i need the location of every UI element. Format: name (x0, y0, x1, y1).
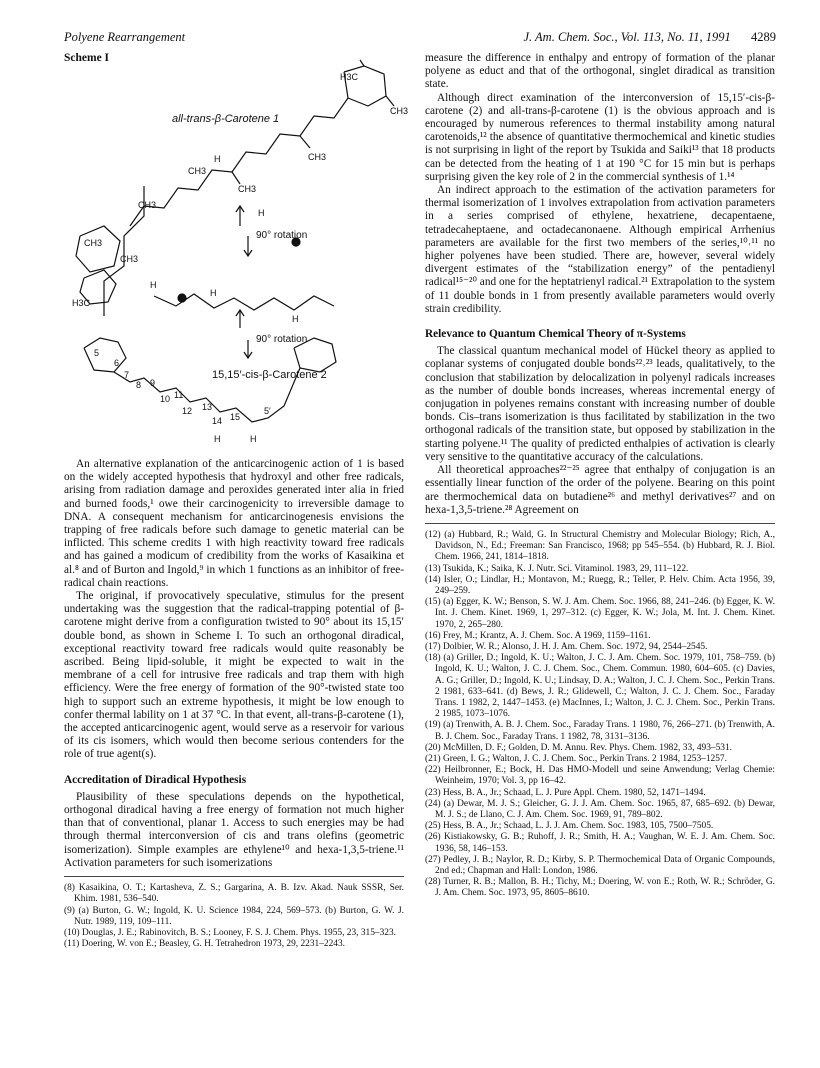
reference: (9) (a) Burton, G. W.; Ingold, K. U. Science 1984, 224, 569–573. (b) Burton, G. W. J. Nutr. 1989, 119, 109–111. (64, 905, 404, 927)
methyl-bond (386, 96, 394, 106)
atom-label: H (258, 208, 265, 218)
atom-label: CH3 (138, 200, 157, 210)
atom-label: CH3 (390, 106, 409, 116)
paragraph: An alternative explanation of the anticarcinogenic action of 1 is based on the widely accepted hypothesis that hydroxyl and other free radicals, arising from radiation damage and peroxides generated inter alia in fried and burned foods,¹ owe their carcinogenicity to irreversible damage to DNA. A consequent mechanism for anticarcinogenesis envisions the trapping of free radicals before such damage to genetic material can be inflicted. This scheme credits 1 with high reactivity toward free radicals and has gained a modicum of credibility from the works of Kasaikina et al.⁸ and of Burton and Ingold,⁹ in which 1 functions as an inhibitor of free-radical chain reactions. (64, 458, 404, 589)
radical-lobe (178, 294, 186, 302)
locant: 5 (94, 348, 100, 358)
reference: (25) Hess, B. A., Jr.; Schaad, L. J. J. Am. Chem. Soc. 1983, 105, 7500–7505. (425, 821, 714, 832)
paragraph: measure the difference in enthalpy and entropy of formation of the planar polyene as educt and that of the orthogonal, singlet diradical as transition state. (425, 52, 775, 91)
atom-label: H (292, 314, 299, 324)
locant: 9 (150, 378, 156, 388)
scheme-diagram (64, 66, 409, 446)
ring-left (76, 226, 120, 272)
reference: (12) (a) Hubbard, R.; Wald, G. In Structural Chemistry and Molecular Biology; Rich, A., Davidson, N., Ed.; Freeman: San Francisco, 1968; pp 545–554. (b) Hubbard, R. J. Biol. Chem. 1966, 241, 1814–1818. (425, 529, 775, 563)
scheme-title: Scheme I (64, 52, 110, 64)
paragraph: All theoretical approaches²²⁻²⁵ agree that enthalpy of conjugation is an essentially linear function of the order of the polyene. Bearing on this point are thermochemical data on butadiene²⁶ and methyl derivatives²⁷ and on hexa-1,3,5-triene.²⁸ Agreement on (425, 464, 775, 516)
citation-text: J. Am. Chem. Soc., Vol. 113, No. 11, 1991 (523, 30, 731, 44)
locant: 7 (124, 370, 130, 380)
bond (360, 60, 364, 66)
locant: 8 (136, 380, 142, 390)
paragraph: Plausibility of these speculations depends on the hypothetical, orthogonal diradical having a free energy of formation not much higher than that of conventional, planar 1. Access to such energies may be had through thermal interconversion of cis and trans olefins (geometric isomerization). Simple examples are ethylene¹⁰ and hexa-1,3,5-triene.¹¹ Activation parameters for such isomerizations (64, 790, 404, 869)
label-cis: 15,15′-cis-β-Carotene 2 (212, 369, 327, 381)
locant: 6 (114, 358, 120, 368)
reference: (20) McMillen, D. F.; Golden, D. M. Annu. Rev. Phys. Chem. 1982, 33, 493–531. (425, 742, 732, 753)
ring-bottom-left (84, 338, 126, 372)
reference: (28) Turner, R. B.; Mallon, B. H.; Tichy, M.; Doering, W. von E.; Roth, W. R.; Schröder, G. J. Am. Chem. Soc. 1973, 95, 8605–8610. (425, 877, 775, 899)
reference: (26) Kistiakowsky, G. B.; Ruhoff, J. R.; Smith, H. A.; Vaughan, W. E. J. Am. Chem. Soc. 1936, 58, 146–153. (425, 832, 775, 854)
locant: 11 (174, 390, 184, 400)
right-column (425, 52, 775, 900)
running-title: Polyene Rearrangement (64, 30, 186, 44)
atom-label: H (250, 434, 257, 444)
atom-label: CH3 (308, 152, 327, 162)
reference: (27) Pedley, J. B.; Naylor, R. D.; Kirby, S. P. Thermochemical Data of Organic Compounds, 2nd ed.; Chapman and Hall: London, 1986. (425, 854, 775, 876)
reference: (18) (a) Griller, D.; Ingold, K. U.; Walton, J. C. J. Am. Chem. Soc. 1979, 101, 758–759. (b) Ingold, K. U.; Walton, J. C. J. Chem. Soc., Chem. Commun. 1980, 604–605. (c) Davies, A. G.; Griller, D.; Ingold, K. U.; Lindsay, D. A.; Walton, J. C. J. Chem. Soc., Perkin Trans. 2 1981, 633–641. (d) Bews, J. R.; Glidewell, C.; Walton, J. C. J. Chem. Soc., Faraday Trans. 1 1982, 2, 1447–1453. (e) MacInnes, I.; Walton, J. C. J. Chem. Soc., Perkin Trans. 2 1985, 1073–1076. (425, 653, 776, 720)
paragraph: The classical quantum mechanical model of Hückel theory as applied to coplanar systems of conjugated double bonds²²˒²³ leads, qualitatively, to the conclusion that stabilization by delocalization in polyenyl radicals increases as the number of double bonds increases, whereas incremental energy of conjugation in polyenes remains constant with increasing number of double bonds. Cis–trans isomerization is thus facilitated by stabilization in the two orthogonal radicals of the transition state, but opposed by stabilization in the starting polyene.¹¹ The quality of predicted enthalpies of activation is clearly very sensitive to the quantitative accuracy of the calculations. (425, 345, 775, 463)
atom-label: CH3 (84, 238, 103, 248)
journal-citation (523, 30, 776, 45)
locant: 12 (182, 406, 193, 416)
atom-label: CH3 (120, 254, 139, 264)
locant: 10 (160, 394, 171, 404)
footnote-rule (64, 876, 404, 877)
methyl-bond (300, 136, 310, 148)
footnote-rule (425, 523, 775, 524)
page-number: 4289 (751, 30, 776, 44)
reference-list (425, 530, 775, 900)
section-heading: Relevance to Quantum Chemical Theory of π-Systems (425, 328, 686, 341)
atom-label: H (150, 280, 157, 290)
reference: (22) Heilbronner, E.; Bock, H. Das HMO-Modell und seine Anwendung; Verlag Chemie: Weinheim, 1970; Vol. 3, pp 16–42. (425, 765, 775, 787)
reference: (11) Doering, W. von E.; Beasley, G. H. Tetrahedron 1973, 29, 2231–2243. (64, 939, 345, 950)
reference: (19) (a) Trenwith, A. B. J. Chem. Soc., Faraday Trans. 1 1980, 76, 266–271. (b) Trenwith, A. B. J. Chem. Soc., Faraday Trans. 1 1982, 78, 3131–3136. (425, 720, 775, 742)
reference: (8) Kasaikina, O. T.; Kartasheva, Z. S.; Gargarina, A. B. Izv. Akad. Nauk SSSR, Ser. Khim. 1981, 536–540. (64, 883, 404, 905)
atom-label: H3C (340, 72, 359, 82)
locant: 15 (230, 412, 241, 422)
atom-label: H (214, 434, 221, 444)
reference: (16) Frey, M.; Krantz, A. J. Chem. Soc. A 1969, 1159–1161. (425, 630, 651, 641)
reference: (10) Douglas, J. E.; Rabinovitch, B. S.; Looney, F. S. J. Chem. Phys. 1955, 23, 315–323. (64, 927, 396, 938)
paragraph: Although direct examination of the interconversion of 15,15′-cis-β-carotene (2) and all-trans-β-carotene (1) is the obvious approach and is encouraged by numerous references to thermal instability among natural carotenoids,¹² the absence of quantitative thermochemical and kinetic studies is not surprising in light of the report by Tsukida and Saiki¹³ that 18 products can be detected from the heating of 1 at 190 °C for 15 min but is perhaps surprising given the key role of 2 in the commercial synthesis of 1.¹⁴ (425, 91, 775, 183)
locant: 13 (202, 402, 213, 412)
reference: (17) Dolbier, W. R.; Alonso, J. H. J. Am. Chem. Soc. 1972, 94, 2544–2545. (425, 641, 708, 652)
reference: (13) Tsukida, K.; Saika, K. J. Nutr. Sci. Vitaminol. 1983, 29, 111–122. (425, 563, 689, 574)
paragraph: An indirect approach to the estimation of the activation parameters for thermal isomerization of 1 involves extrapolation from activation parameters in a series comprised of ethylene, hexatriene, decapentaene, tetradecaheptaene, and octadecanonaene. Although empirical Arrhenius parameters are available for the first two members of the series,¹⁰˒¹¹ no higher polyenes have been studied. There are, however, several widely divergent estimates of the “stabilization energy” of the pentadienyl radical¹⁵⁻²⁰ and one for the heptatrienyl radical.²¹ Extrapolation to the system of 11 double bonds in 1 from presently available parameters would overly strain credibility. (425, 184, 775, 315)
section-heading: Accreditation of Diradical Hypothesis (64, 773, 247, 786)
locant: 5′ (264, 406, 271, 416)
label-trans: all-trans-β-Carotene 1 (172, 113, 280, 125)
reference-list (64, 883, 404, 950)
atom-label: H3C (72, 298, 91, 308)
locant: 14 (212, 416, 223, 426)
atom-label: H (214, 154, 221, 164)
label-rotation-1: 90° rotation (256, 230, 308, 241)
reference: (24) (a) Dewar, M. J. S.; Gleicher, G. J. J. Am. Chem. Soc. 1965, 87, 685–692. (b) Dewar, M. J. S.; de Llano, C. J. Am. Chem. Soc. 1969, 91, 789–802. (425, 798, 775, 820)
label-rotation-2: 90° rotation (256, 334, 308, 345)
reference: (15) (a) Egger, K. W.; Benson, S. W. J. Am. Chem. Soc. 1966, 88, 241–246. (b) Egger, K. W. Int. J. Chem. Kinet. 1969, 1, 297–312. (c) Egger, K. W.; Jola, M. Int. J. Chem. Kinet. 1970, 2, 265–280. (425, 597, 775, 630)
atom-label: H (210, 288, 217, 298)
reference: (14) Isler, O.; Lindlar, H.; Montavon, M.; Ruegg, R.; Teller, P. Helv. Chim. Acta 1956, 39, 249–259. (425, 574, 775, 596)
paragraph: The original, if provocatively speculative, stimulus for the present undertaking was the suggestion that the radical-trapping potential of β-carotene might derive from a configuration twisted to 90° about its 15,15′ double bond, as shown in Scheme I. To such an orthogonal diradical, exceptional reactivity toward free radicals would quite reasonably be ascribed. Being lipid-soluble, it might be expected to wait in the membrane of a cell for intrusive free radicals and trap them with high efficiency. Were the free energy of formation of the 90°-twisted state too high to support such an extreme hypothesis, it might be low enough to confer thermal lability on 1 at 37 °C. In that event, all-trans-β-carotene (1), the accepted anticarcinogenic agent, would serve as a reservoir for various of its cis isomers, which would then become serious contenders for the role of true agent(s). (64, 590, 404, 761)
reference: (21) Green, I. G.; Walton, J. C. J. Chem. Soc., Perkin Trans. 2 1984, 1253–1257. (425, 753, 727, 764)
reference: (23) Hess, B. A., Jr.; Schaad, L. J. Pure Appl. Chem. 1980, 52, 1471–1494. (425, 787, 706, 798)
atom-label: CH3 (238, 184, 257, 194)
atom-label: CH3 (188, 166, 207, 176)
left-column (64, 458, 404, 950)
methyl-bond (232, 172, 240, 184)
